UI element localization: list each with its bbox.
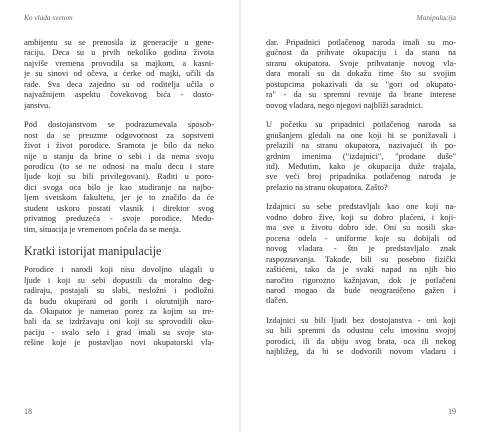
text-line: ra" - da su spremni revnije da brane interese <box>266 90 456 100</box>
text-line: dici svoga oca bilo je kao studiranje na najbo- <box>24 182 214 192</box>
text-line: dara morali su da dokažu time što su svojim <box>266 69 456 79</box>
text-line: život i život porodice. Sramota je bilo da neko <box>24 141 214 151</box>
text-line: da budu okupirani od gorih i okrutnijih naro- <box>24 296 214 306</box>
left-paragraph-2 <box>24 120 214 235</box>
text-line: nije u stanju da brine o sebi i da nema svoju <box>24 151 214 161</box>
text-line: zaštićeni, tako da je svaki napad na njih bio <box>266 265 456 275</box>
text-line: raciju. Deca su u prvih nekoliko godina života <box>24 48 214 58</box>
text-line: bali da se izdržavaju oni koji su sprovodili oku- <box>24 317 214 327</box>
text-line: tlačen. <box>266 296 289 306</box>
text-line: su bili spremni da odustnu celu imovinu svojoj <box>266 326 456 336</box>
text-line: Izdajnici su sebe predstavljali kao one koji na- <box>266 202 456 212</box>
text-line: ma sve u životu dobro ide. Oni su nosili ska- <box>266 223 456 233</box>
text-line: je su sinovi od očeva, a ćerke od majki, učili da <box>24 69 214 79</box>
text-line: janstvu. <box>24 100 51 110</box>
section-heading: Kratki istorijat manipulacije <box>24 244 162 259</box>
text-line: najbližeg, da bi se dodvorili novom vladaru i <box>266 347 456 357</box>
text-line: ambijentu su se prenosila iz generacije u gene- <box>24 38 214 47</box>
text-line: najvažnijem aspektu čovekovog bića - dosto- <box>24 90 214 100</box>
text-line: gućnost da prihvate okupaciju i da stanu na <box>266 48 456 58</box>
text-line: prelazio na stranu okupatora. Zašto? <box>266 182 388 192</box>
text-line: Izdajnici su bili ljudi bez dostojanstva - oni koji <box>266 315 456 325</box>
right-paragraph-2 <box>266 120 456 193</box>
text-line: student uskoro postati vlasnik i direktor svog <box>24 203 214 213</box>
text-line: nost da se preuzme odgovornost za sopstveni <box>24 130 214 140</box>
text-line: U početku su pripadnici potlačenog naroda sa <box>266 120 456 130</box>
text-line: ljem svetskom fakultetu, jer je to značilo da će <box>24 193 214 203</box>
text-line: Porodice i narodi koji nisu dovoljno ulagali u <box>24 265 214 275</box>
text-line: pocena odela - uniforme koje su dobijali od <box>266 233 456 243</box>
left-page-number: 18 <box>24 407 32 416</box>
left-page-body <box>24 38 214 349</box>
right-page <box>240 0 480 432</box>
right-page-number: 19 <box>448 407 456 416</box>
left-paragraph-1 <box>24 38 214 111</box>
text-line: novog vladara - što je predstavljalo znak <box>266 244 456 254</box>
text-line: itd). Međutim, kako je okupacija duže trajala, <box>266 161 456 171</box>
text-line: radiraju, postajali su slabi, nesložni i podložni <box>24 286 214 296</box>
right-paragraph-3 <box>266 202 456 307</box>
text-line: porodicu (to se ne odnosi na malu decu i stare <box>24 161 214 171</box>
right-paragraph-4 <box>266 316 456 358</box>
text-line: prelazili na stranu okupatora, nazivajući ih po- <box>266 141 456 151</box>
text-line: raspoznavanja. Takođe, bili su posebno fizički <box>266 254 456 264</box>
text-line: vodno dobro žive, koji su dobro plaćeni, i koji- <box>266 212 456 222</box>
text-line: naročito rigorozno kažnjavan, dok je potlačeni <box>266 275 456 285</box>
text-line: rade. Sva deca zajedno su od roditelja učila o <box>24 79 214 89</box>
text-line: paciju - svalo selo i grad imali su svoje sta- <box>24 327 214 337</box>
text-line: rešine koje je postavljao novi okupatorski vla- <box>24 338 214 348</box>
text-line: porodici, ili da ubiju svog brata, oca ili nekog <box>266 336 456 346</box>
right-page-body <box>266 38 456 358</box>
text-line: narod mogao da bude neograničeno gažen i <box>266 285 456 295</box>
text-line: gnušanjem gledali na one koji bi se ponižavali i <box>266 130 456 140</box>
text-line: dar. Pripadnici potlačenog naroda imali su mo- <box>266 38 456 47</box>
text-line: stranu okupatora. Svoje prihvatanje novog vla- <box>266 58 456 68</box>
text-line: postupcima pokazivali da su "gori od okupato- <box>266 79 456 89</box>
text-line: najviše vremena provodila sa majkom, a kasni- <box>24 58 214 68</box>
text-line: da. Okupator je nametao porez za kojim su tre- <box>24 306 214 316</box>
right-paragraph-1 <box>266 38 456 111</box>
text-line: novog vladara, nego njegovi najbliži saradnici. <box>266 100 423 110</box>
text-line: ljude koji su bili privilegovani). Raditi u poro- <box>24 172 214 182</box>
text-line: ljude i koji su sebi dopustili da moralno deg- <box>24 275 214 285</box>
text-line: sve veći broj pripadnika potlačenog naroda je <box>266 172 456 182</box>
left-running-head: Ko vlada svetom <box>24 13 73 22</box>
right-running-head: Manipulacija <box>416 13 456 22</box>
text-line: tim, situacija je vremenom počela da se menja. <box>24 224 181 234</box>
text-line: privatnog preduzeća - svoje porodice. Među- <box>24 214 214 224</box>
left-paragraph-3 <box>24 265 214 349</box>
text-line: Pod dostojanstvom se podrazumevala sposob- <box>24 120 214 130</box>
text-line: grdnim imenima ("izdajnici", "prodane duše" <box>266 151 456 161</box>
